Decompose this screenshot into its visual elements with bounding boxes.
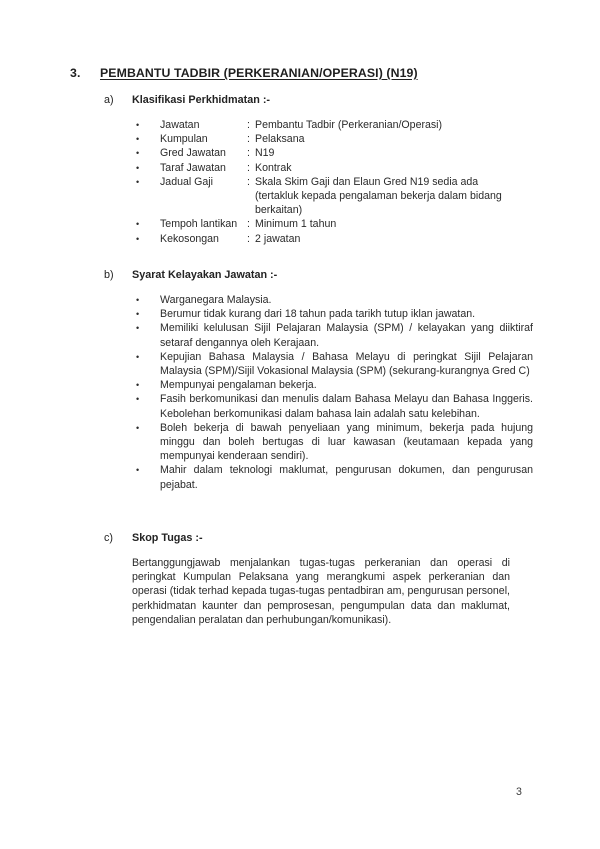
- bullet-icon: •: [136, 233, 140, 244]
- item-label: Jawatan: [160, 119, 200, 131]
- list-item: [136, 146, 517, 160]
- list-item: [136, 392, 533, 420]
- list-item: [136, 293, 533, 307]
- bullet-icon: •: [136, 309, 140, 320]
- colon-separator: :: [247, 175, 250, 188]
- list-item: [136, 350, 533, 378]
- subsection-b-heading: [104, 268, 277, 282]
- colon-separator: :: [247, 161, 250, 174]
- colon-separator: :: [247, 232, 250, 245]
- list-item: [136, 175, 517, 218]
- bullet-icon: •: [136, 394, 140, 405]
- section-number: 3.: [70, 66, 81, 80]
- bullet-icon: •: [136, 120, 140, 130]
- section-title: PEMBANTU TADBIR (PERKERANIAN/OPERASI) (N19): [100, 66, 418, 80]
- list-item: [136, 421, 533, 464]
- bullet-icon: •: [136, 351, 140, 362]
- bullet-icon: •: [136, 422, 140, 433]
- item-label: Taraf Jawatan: [160, 161, 226, 174]
- bullet-icon: •: [136, 323, 140, 334]
- colon-separator: :: [247, 133, 250, 146]
- list-item: [136, 217, 517, 231]
- section-heading: [70, 66, 418, 80]
- item-value: Kontrak: [255, 161, 292, 174]
- requirement-text: Mempunyai pengalaman bekerja.: [160, 379, 317, 392]
- subsection-b-title: Syarat Kelayakan Jawatan :-: [132, 269, 278, 281]
- bullet-icon: •: [136, 465, 140, 476]
- subsection-a-letter: a): [104, 94, 114, 106]
- colon-separator: :: [247, 218, 250, 231]
- subsection-b-letter: b): [104, 269, 114, 281]
- list-item: [136, 378, 533, 392]
- requirement-text: Fasih berkomunikasi dan menulis dalam Bahasa Melayu dan Bahasa Inggeris. Kebolehan berkomunikasi dalam bahasa lain adalah satu kelebihan.: [160, 393, 533, 420]
- item-label: Jadual Gaji: [160, 175, 213, 188]
- classification-list: [136, 118, 517, 246]
- bullet-icon: •: [136, 148, 140, 159]
- item-label: Kekosongan: [160, 232, 219, 245]
- bullet-icon: •: [136, 295, 140, 305]
- bullet-icon: •: [136, 134, 140, 145]
- item-label: Tempoh lantikan: [160, 218, 238, 231]
- subsection-c-heading: [104, 531, 203, 545]
- page-number: 3: [516, 786, 522, 798]
- item-value: N19: [255, 147, 275, 160]
- list-item: [136, 463, 533, 491]
- bullet-icon: •: [136, 176, 140, 187]
- subsection-a-heading: [104, 93, 270, 107]
- list-item: [136, 232, 517, 246]
- colon-separator: :: [247, 147, 250, 160]
- subsection-c-letter: c): [104, 532, 113, 544]
- item-value: Skala Skim Gaji dan Elaun Gred N19 sedia ada (tertakluk kepada pengalaman bekerja dalam bidang berkaitan): [255, 175, 502, 217]
- subsection-a-title: Klasifikasi Perkhidmatan :-: [132, 94, 271, 106]
- bullet-icon: •: [136, 219, 140, 230]
- item-value: Pelaksana: [255, 133, 305, 146]
- requirement-text: Memiliki kelulusan Sijil Pelajaran Malaysia (SPM) / kelayakan yang diiktiraf setaraf dengannya oleh Kerajaan.: [160, 322, 533, 349]
- scope-paragraph: Bertanggungjawab menjalankan tugas-tugas perkeranian dan operasi di peringkat Kumpulan Pelaksana yang merangkumi aspek perkeranian dan operasi (tidak terhad kepada tugas-tugas pentadbiran am, pengurusan personel, perkhidmatan kaunter dan pemprosesan, pengumpulan data dan maklumat, pengendalian peralatan dan perhubungan/komunikasi).: [132, 557, 510, 626]
- item-value: Minimum 1 tahun: [255, 218, 337, 231]
- requirement-text: Berumur tidak kurang dari 18 tahun pada tarikh tutup iklan jawatan.: [160, 308, 476, 321]
- requirement-text: Boleh bekerja di bawah penyeliaan yang minimum, bekerja pada hujung minggu dan boleh bertugas di luar kawasan (keutamaan kepada yang mempunyai kenderaan sendiri).: [160, 421, 533, 463]
- list-item: [136, 307, 533, 321]
- list-item: [136, 321, 533, 349]
- requirements-list: [136, 293, 533, 492]
- item-value: Pembantu Tadbir (Perkeranian/Operasi): [255, 119, 443, 131]
- list-item: [136, 132, 517, 146]
- requirement-text: Mahir dalam teknologi maklumat, pengurusan dokumen, dan pengurusan pejabat.: [160, 464, 533, 491]
- item-label: Gred Jawatan: [160, 147, 226, 160]
- item-value: 2 jawatan: [255, 232, 301, 245]
- colon-separator: :: [247, 119, 250, 131]
- requirement-text: Warganegara Malaysia.: [160, 294, 272, 306]
- list-item: [136, 118, 517, 132]
- subsection-c-title: Skop Tugas :-: [132, 532, 203, 544]
- bullet-icon: •: [136, 162, 140, 173]
- list-item: [136, 161, 517, 175]
- bullet-icon: •: [136, 380, 140, 391]
- requirement-text: Kepujian Bahasa Malaysia / Bahasa Melayu di peringkat Sijil Pelajaran Malaysia (SPM)/Sijil Vokasional Malaysia (SPM) (sekurang-kurangnya Gred C): [160, 350, 533, 378]
- item-label: Kumpulan: [160, 133, 208, 146]
